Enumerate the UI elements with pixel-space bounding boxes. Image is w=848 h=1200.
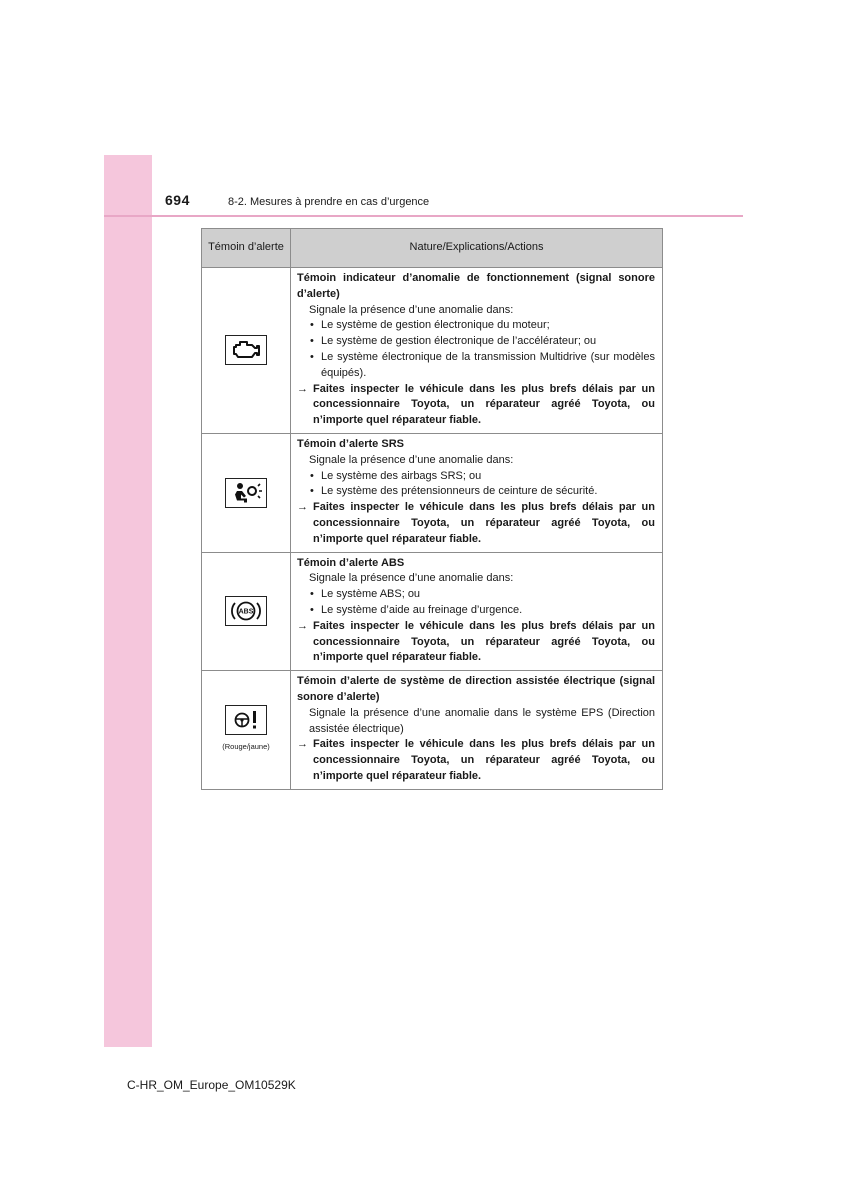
list-item: • Le système de gestion électronique de l’accélérateur; ou bbox=[297, 334, 655, 350]
abs-icon-text: ABS bbox=[238, 608, 254, 616]
row-title: Témoin d’alerte ABS bbox=[297, 556, 405, 569]
table-row bbox=[202, 671, 663, 790]
list-item: • Le système électronique de la transmission Multidrive (sur modèles équipés). bbox=[297, 350, 655, 382]
indicator-cell bbox=[202, 552, 291, 671]
row-title: Témoin d’alerte SRS bbox=[297, 437, 404, 450]
table-row bbox=[202, 433, 663, 552]
list-item: • Le système ABS; ou bbox=[297, 587, 655, 603]
row-action-text: Faites inspecter le véhicule dans les plus brefs délais par un concessionnaire Toyota, un réparateur agréé Toyota, ou n’importe quel réparateur fiable. bbox=[313, 501, 655, 545]
eps-warning-icon bbox=[225, 705, 267, 735]
column-header-nature: Nature/Explications/Actions bbox=[291, 229, 663, 268]
arrow-right-icon: → bbox=[297, 501, 308, 514]
explanation-cell bbox=[291, 433, 663, 552]
row-action bbox=[297, 619, 655, 666]
footer-document-code: C-HR_OM_Europe_OM10529K bbox=[127, 1078, 296, 1092]
row-intro: Signale la présence d’une anomalie dans: bbox=[309, 572, 514, 585]
icon-caption: (Rouge/jaune) bbox=[222, 742, 270, 752]
row-title: Témoin indicateur d’anomalie de fonctionnement (signal sonore d’alerte) bbox=[297, 272, 655, 300]
explanation-cell bbox=[291, 552, 663, 671]
row-title: Témoin d’alerte de système de direction assistée électrique (signal sonore d’alerte) bbox=[297, 675, 655, 703]
row-intro: Signale la présence d’une anomalie dans le système EPS (Direction assistée électrique) bbox=[309, 706, 655, 735]
row-action bbox=[297, 500, 655, 547]
check-engine-icon bbox=[225, 335, 267, 365]
row-action-text: Faites inspecter le véhicule dans les plus brefs délais par un concessionnaire Toyota, un réparateur agréé Toyota, ou n’importe quel réparateur fiable. bbox=[313, 738, 655, 782]
row-action-text: Faites inspecter le véhicule dans les plus brefs délais par un concessionnaire Toyota, un réparateur agréé Toyota, ou n’importe quel réparateur fiable. bbox=[313, 619, 655, 664]
column-header-indicator: Témoin d’alerte bbox=[202, 229, 291, 268]
row-action-text: Faites inspecter le véhicule dans les plus brefs délais par un concessionnaire Toyota, un réparateur agréé Toyota, ou n’importe quel réparateur fiable. bbox=[313, 382, 655, 427]
row-intro: Signale la présence d’une anomalie dans: bbox=[309, 303, 514, 316]
section-title: 8-2. Mesures à prendre en cas d’urgence bbox=[228, 196, 430, 208]
list-item: • Le système d’aide au freinage d’urgence. bbox=[297, 603, 655, 619]
row-action bbox=[297, 382, 655, 429]
list-item: • Le système des airbags SRS; ou bbox=[297, 469, 655, 485]
warning-light-table bbox=[201, 228, 663, 790]
list-item: • Le système de gestion électronique du moteur; bbox=[297, 318, 655, 334]
table-row bbox=[202, 552, 663, 671]
abs-icon bbox=[225, 596, 267, 626]
side-tab-band bbox=[104, 155, 152, 1047]
table-row bbox=[202, 268, 663, 434]
row-intro: Signale la présence d’une anomalie dans: bbox=[309, 453, 514, 466]
explanation-cell bbox=[291, 268, 663, 434]
indicator-cell bbox=[202, 268, 291, 434]
explanation-cell bbox=[291, 671, 663, 790]
arrow-right-icon: → bbox=[297, 382, 308, 395]
table-header-row bbox=[202, 229, 663, 268]
indicator-cell bbox=[202, 433, 291, 552]
arrow-right-icon: → bbox=[297, 619, 308, 632]
indicator-cell bbox=[202, 671, 291, 790]
srs-airbag-icon bbox=[225, 478, 267, 508]
row-action bbox=[297, 737, 655, 784]
header-rule bbox=[104, 215, 743, 217]
list-item: • Le système des prétensionneurs de ceinture de sécurité. bbox=[297, 484, 655, 500]
arrow-right-icon: → bbox=[297, 738, 308, 751]
page-number: 694 bbox=[165, 192, 190, 208]
